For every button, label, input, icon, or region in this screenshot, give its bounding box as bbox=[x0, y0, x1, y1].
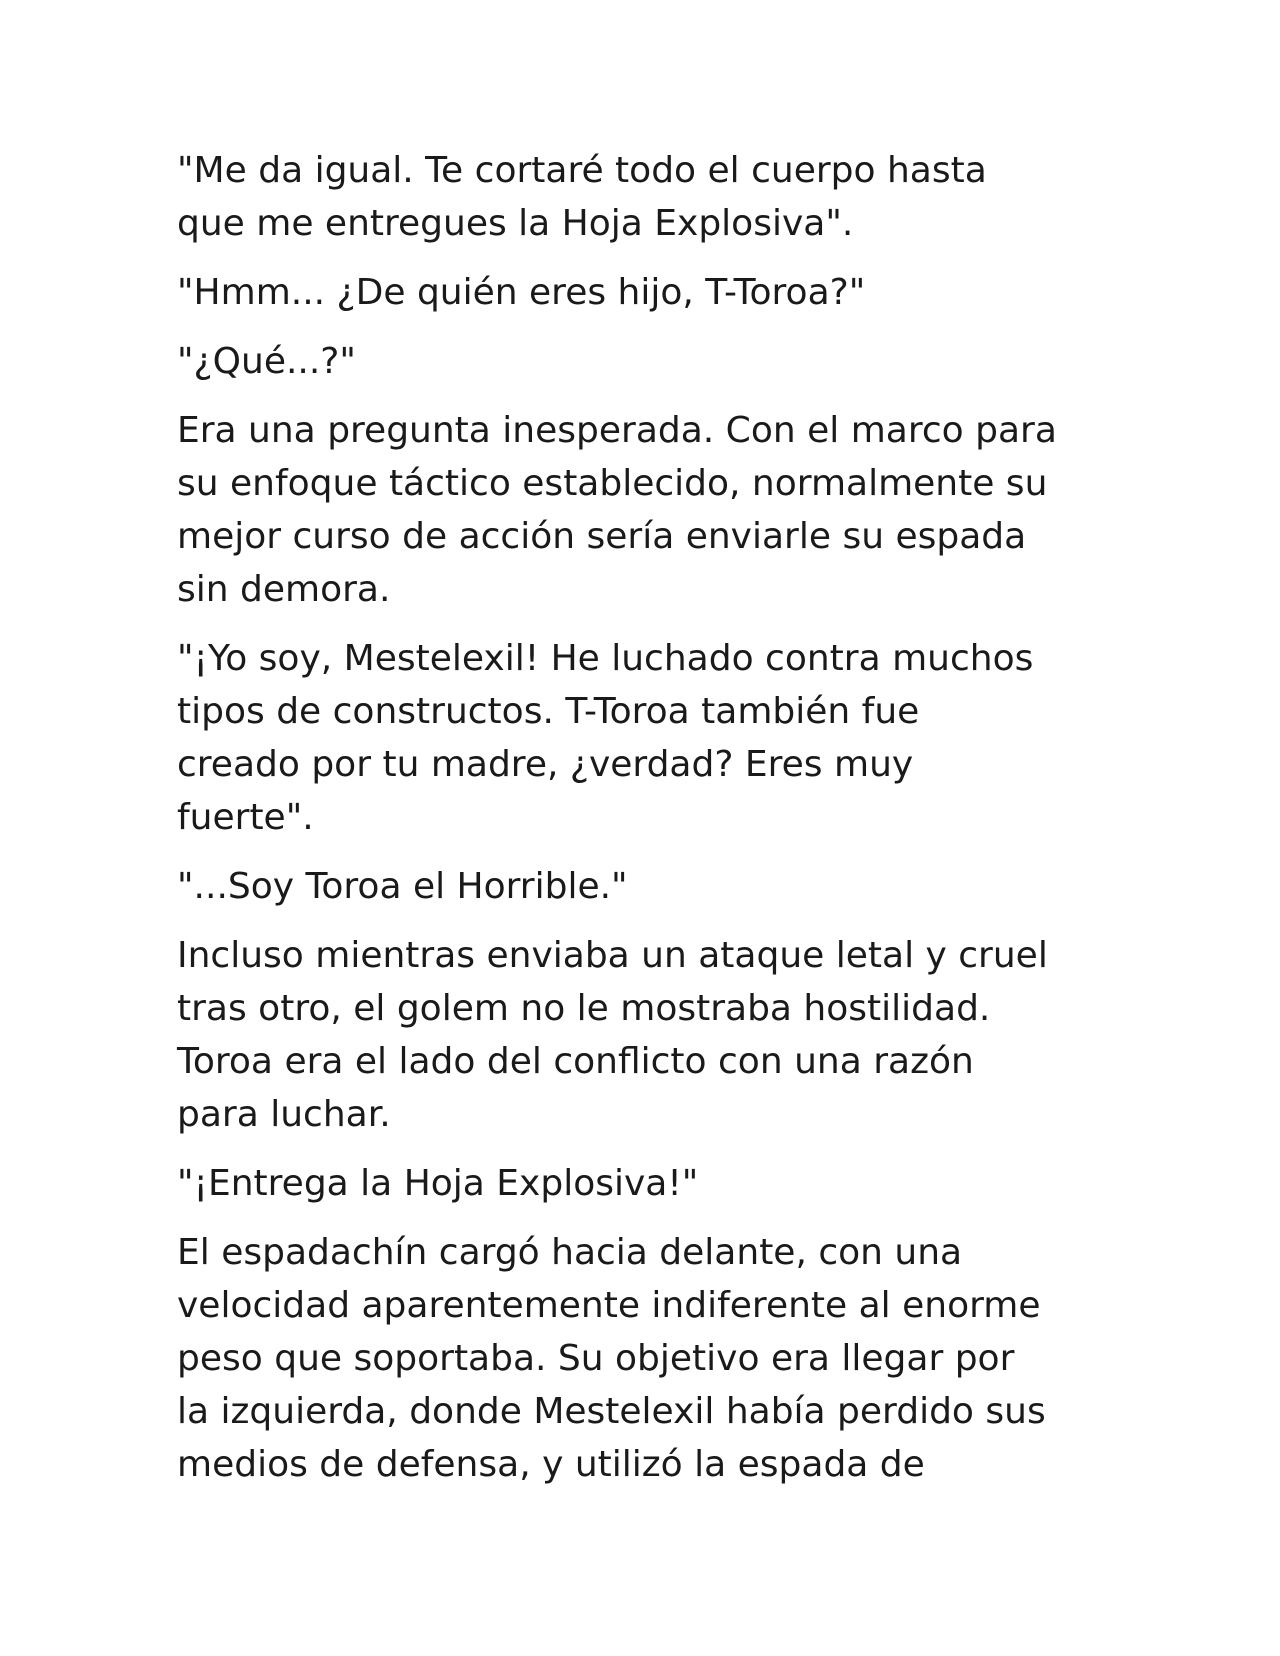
paragraph-5 bbox=[177, 632, 1117, 844]
text-line: "Me da igual. Te cortaré todo el cuerpo hasta bbox=[177, 150, 987, 191]
paragraph-8 bbox=[177, 1157, 1117, 1210]
paragraph-9 bbox=[177, 1226, 1117, 1491]
text-line: que me entregues la Hoja Explosiva". bbox=[177, 203, 854, 244]
text-line: Incluso mientras enviaba un ataque letal y cruel bbox=[177, 935, 1048, 976]
text-line: Era una pregunta inesperada. Con el marco para bbox=[177, 410, 1057, 451]
paragraph-1 bbox=[177, 144, 1117, 250]
text-line: velocidad aparentemente indiferente al enorme bbox=[177, 1285, 1041, 1326]
text-line: "¡Yo soy, Mestelexil! He luchado contra muchos bbox=[177, 638, 1034, 679]
text-line: Toroa era el lado del conflicto con una razón bbox=[177, 1041, 974, 1082]
text-line: sin demora. bbox=[177, 569, 391, 610]
text-line: la izquierda, donde Mestelexil había perdido sus bbox=[177, 1391, 1046, 1432]
paragraph-2 bbox=[177, 266, 1117, 319]
text-line: "Hmm... ¿De quién eres hijo, T-Toroa?" bbox=[177, 272, 866, 313]
document-page bbox=[177, 144, 1117, 1507]
text-line: su enfoque táctico establecido, normalmente su bbox=[177, 463, 1048, 504]
text-line: El espadachín cargó hacia delante, con una bbox=[177, 1232, 963, 1273]
text-line: "¡Entrega la Hoja Explosiva!" bbox=[177, 1163, 699, 1204]
text-line: creado por tu madre, ¿verdad? Eres muy bbox=[177, 744, 914, 785]
text-line: fuerte". bbox=[177, 797, 314, 838]
text-line: mejor curso de acción sería enviarle su espada bbox=[177, 516, 1027, 557]
text-line: "¿Qué...?" bbox=[177, 341, 356, 382]
text-line: peso que soportaba. Su objetivo era llegar por bbox=[177, 1338, 1015, 1379]
text-line: medios de defensa, y utilizó la espada de bbox=[177, 1444, 925, 1485]
text-line: tipos de constructos. T-Toroa también fue bbox=[177, 691, 920, 732]
paragraph-3 bbox=[177, 335, 1117, 388]
paragraph-7 bbox=[177, 929, 1117, 1141]
text-line: "...Soy Toroa el Horrible." bbox=[177, 866, 628, 907]
text-line: para luchar. bbox=[177, 1094, 391, 1135]
paragraph-6 bbox=[177, 860, 1117, 913]
text-line: tras otro, el golem no le mostraba hostilidad. bbox=[177, 988, 991, 1029]
paragraph-4 bbox=[177, 404, 1117, 616]
